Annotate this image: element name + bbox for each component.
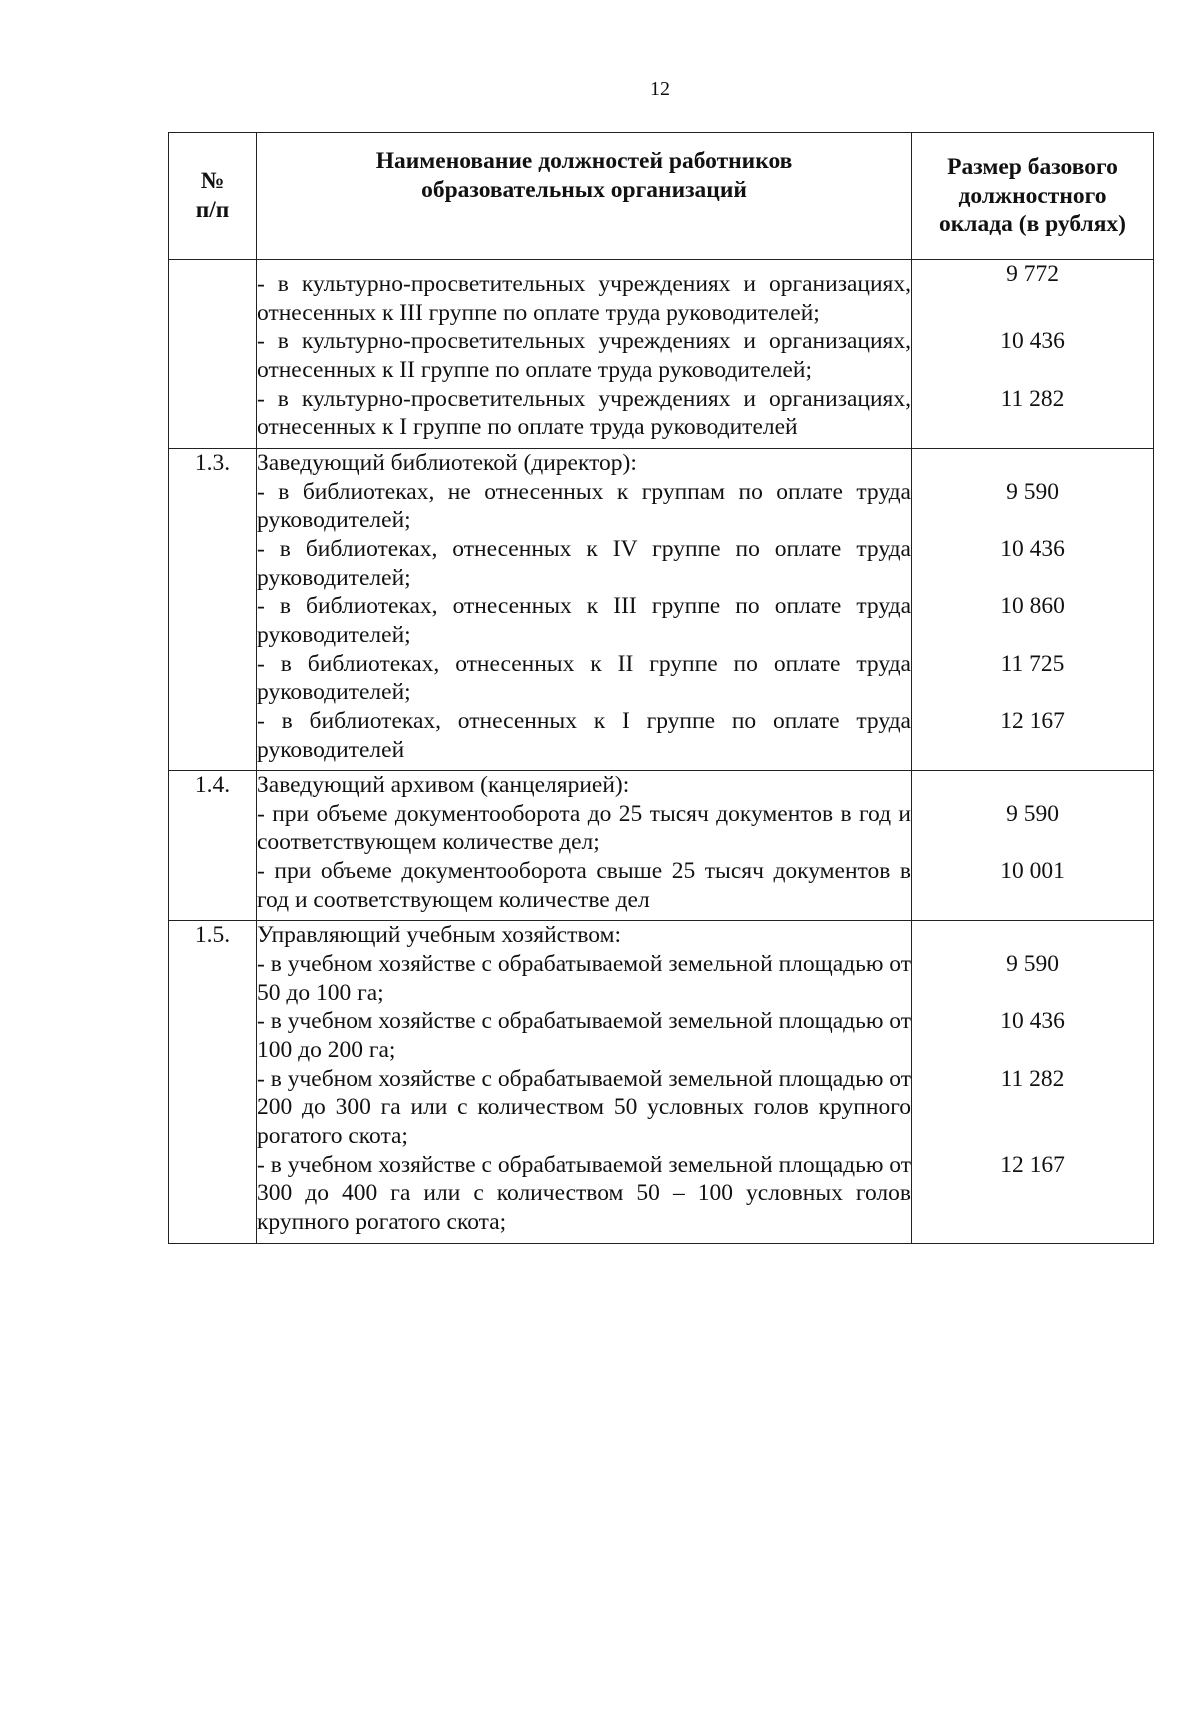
item-text: - в библиотеках, отнесенных к II группе по оплате труда руководителей; [257,650,911,706]
item-value: 11 282 [912,1065,1154,1151]
group-title-value [912,771,1154,800]
table-row [169,1151,1154,1243]
group-title-row [169,921,1154,950]
group-title-value [912,921,1154,950]
table-row [169,950,1154,1007]
table-row [169,800,1154,857]
row-number [169,950,257,1007]
table-row [169,327,1154,384]
group-number: 1.5. [169,921,257,950]
header-salary-line1: Размер базового [947,154,1118,181]
row-number [169,1065,257,1151]
group-title: Заведующий архивом (канцелярией): [257,771,912,800]
group-number: 1.3. [169,448,257,477]
item-value: 10 436 [912,1007,1154,1064]
item-value: 9 590 [912,950,1154,1007]
header-number-line1: № [200,168,225,195]
table-row [169,857,1154,921]
item-value: 9 590 [912,800,1154,857]
item-value: 12 167 [912,1151,1154,1243]
row-number [169,707,257,771]
item-value: 12 167 [912,707,1154,771]
item-text: - в культурно-просветительных учреждениях и организациях, отнесенных к II группе по оплате труда руководителей; [257,328,911,383]
row-number [169,327,257,384]
row-number [169,800,257,857]
item-text: - в учебном хозяйстве с обрабатываемой земельной площадью от 200 до 300 га или с количеством 50 условных голов крупного рогатого скота; [257,1065,911,1150]
row-number [169,260,257,328]
row-number [169,385,257,449]
item-value: 11 725 [912,650,1154,707]
header-number [169,133,257,260]
group-title-row [169,448,1154,477]
table-row [169,385,1154,449]
item-text: - в учебном хозяйстве с обрабатываемой земельной площадью от 50 до 100 га; [257,951,911,1006]
group-title-row [169,771,1154,800]
header-name-line2: образовательных организаций [421,176,747,203]
item-value: 11 282 [912,385,1154,449]
item-value: 10 436 [912,327,1154,384]
item-text: - в учебном хозяйстве с обрабатываемой земельной площадью от 100 до 200 га; [257,1008,911,1064]
row-number [169,478,257,535]
item-text: - в учебном хозяйстве с обрабатываемой земельной площадью от 300 до 400 га или с количеством 50 – 100 условных голов крупного рогатого скота; [257,1151,912,1243]
item-value: 10 001 [912,857,1154,921]
header-salary [912,133,1154,260]
group-title-value [912,448,1154,477]
item-text: - в культурно-просветительных учреждениях и организациях, отнесенных к III группе по оплате труда руководителей; [257,260,912,328]
table-row [169,1065,1154,1151]
table-body [169,260,1154,1244]
item-value: 9 590 [912,478,1154,535]
table-row [169,260,1154,328]
item-value: 10 860 [912,592,1154,649]
item-text: - в библиотеках, отнесенных к I группе по оплате труда руководителей [257,707,912,771]
table-row [169,650,1154,707]
table-row [169,592,1154,649]
header-salary-line2: должностного [958,182,1107,209]
header-number-line2: п/п [195,197,230,223]
page-number: 12 [650,78,670,100]
group-title: Управляющий учебным хозяйством: [257,921,912,950]
item-text: - в культурно-просветительных учреждениях и организациях, отнесенных к I группе по оплате труда руководителей [257,385,912,449]
group-title: Заведующий библиотекой (директор): [257,448,912,477]
row-number [169,650,257,707]
row-number [169,857,257,921]
table-row [169,535,1154,592]
row-number [169,1151,257,1243]
header-position-name [257,133,912,260]
item-value: 9 772 [912,260,1154,328]
row-number [169,1007,257,1064]
item-text: - в библиотеках, отнесенных к IV группе по оплате труда руководителей; [257,535,911,591]
table-header-row [169,133,1154,260]
row-number [169,592,257,649]
table-row [169,1007,1154,1064]
item-value: 10 436 [912,535,1154,592]
salary-table [168,132,1154,1244]
table-row [169,707,1154,771]
item-text: - при объеме документооборота свыше 25 тысяч документов в год и соответствующем количестве дел [257,857,912,921]
group-number: 1.4. [169,771,257,800]
header-name-line1: Наименование должностей работников [375,148,793,174]
row-number [169,535,257,592]
item-text: - в библиотеках, отнесенных к III группе по оплате труда руководителей; [257,593,911,648]
item-text: - при объеме документооборота до 25 тысяч документов в год и соответствующем количестве дел; [257,800,911,856]
item-text: - в библиотеках, не отнесенных к группам по оплате труда руководителей; [257,478,911,534]
header-salary-line3: оклада (в рублях) [939,211,1126,238]
table-row [169,478,1154,535]
